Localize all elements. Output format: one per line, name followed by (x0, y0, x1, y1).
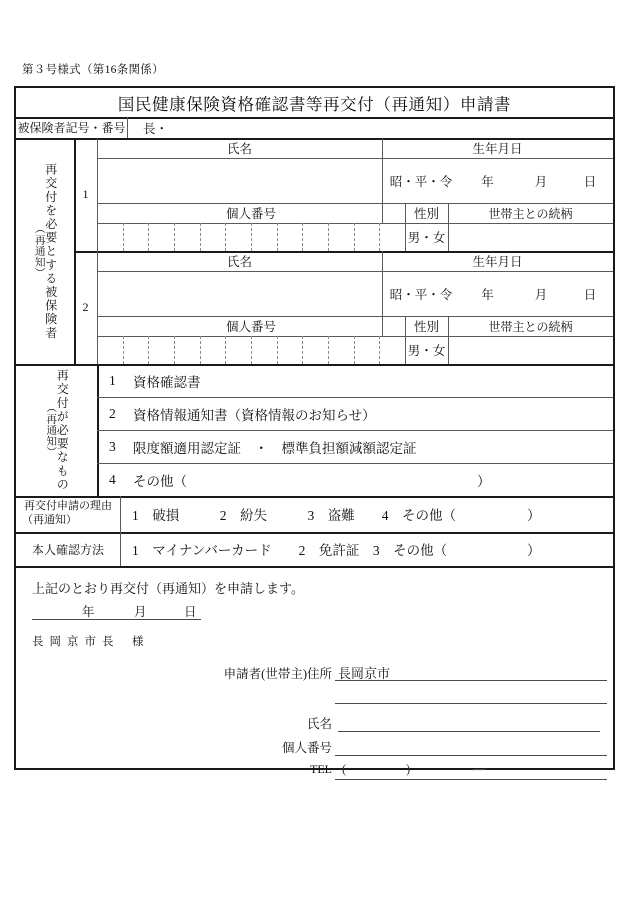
form-title: 国民健康保険資格確認書等再交付（再通知）申請書 (117, 94, 512, 114)
declaration-statement: 上記のとおり再交付（再通知）を申請します。 (32, 581, 304, 596)
identity-close-paren: ） (527, 543, 541, 558)
application-form-frame (14, 86, 615, 776)
my-number-cell-divider (302, 336, 303, 364)
declaration-date-year[interactable]: 年 (82, 605, 95, 619)
insured-section-label-main: 再交付を必要とする被保険者 (43, 162, 58, 340)
needed-item-2-num: 2 (109, 405, 116, 421)
reason-label-sub: （再通知） (22, 514, 77, 526)
my-number-cell-divider (123, 223, 124, 251)
needed-item-3-text: 限度額適用認定証 ・ 標準負担額減額認定証 (133, 440, 417, 456)
header-name-2: 氏名 (226, 255, 252, 269)
needed-item-1-num: 1 (109, 372, 116, 388)
insured-number-label: 被保険者記号・番号 (17, 121, 126, 135)
needed-item-2-text: 資格情報通知書（資格情報のお知らせ） (133, 407, 376, 423)
gender-options-1[interactable]: 男・女 (407, 231, 446, 245)
header-gender-1: 性別 (413, 207, 439, 221)
applicant-address-underline-2[interactable] (335, 703, 607, 704)
declaration-addressee: 長岡京市長 (32, 636, 120, 648)
divider-identity-bottom (16, 566, 613, 568)
gender-options-2[interactable]: 男・女 (407, 344, 446, 358)
header-my-number-1: 個人番号 (225, 207, 276, 221)
needed-item-1[interactable] (97, 364, 613, 397)
header-my-number-2: 個人番号 (225, 320, 276, 334)
my-number-cell-divider (148, 223, 149, 251)
declaration-date-day[interactable]: 日 (184, 605, 197, 619)
my-number-grid-2[interactable] (97, 336, 405, 364)
applicant-name-underline[interactable] (338, 731, 600, 732)
applicant-tel-underline[interactable] (335, 779, 607, 780)
applicant-address-label: 申請者(世帯主)住所 (223, 667, 332, 681)
applicant-address-underline-1[interactable] (335, 680, 607, 681)
my-number-cell-divider (379, 336, 380, 364)
identity-label: 本人確認方法 (31, 542, 104, 557)
header-name-1: 氏名 (226, 142, 252, 156)
my-number-cell-divider (354, 336, 355, 364)
form-number-label: 第３号様式（第16条関係） (22, 64, 164, 76)
declaration-date-underline (32, 619, 201, 620)
header-gender-2: 性別 (413, 320, 439, 334)
my-number-cell-divider (200, 336, 201, 364)
applicant-my-number-underline[interactable] (335, 755, 607, 756)
my-number-cell-divider (251, 223, 252, 251)
my-number-cell-divider (277, 223, 278, 251)
insured-row-index-2: 2 (82, 300, 89, 314)
applicant-address-value[interactable]: 長岡京市 (338, 666, 391, 681)
birth-month-2[interactable]: 月 (534, 287, 548, 302)
declaration-date-month[interactable]: 月 (134, 605, 147, 619)
birth-era-2[interactable]: 昭・平・令 (389, 287, 453, 302)
input-relation-2[interactable] (448, 336, 613, 364)
needed-item-1-text: 資格確認書 (133, 374, 201, 390)
my-number-cell-divider (174, 336, 175, 364)
birth-era-1[interactable]: 昭・平・令 (389, 174, 453, 189)
header-relation-1: 世帯主との続柄 (488, 206, 573, 221)
my-number-cell-divider (277, 336, 278, 364)
birth-month-1[interactable]: 月 (534, 174, 548, 189)
input-name-1[interactable] (97, 158, 382, 203)
my-number-cell-divider (225, 223, 226, 251)
insured-section-label-sub: （再通知） (33, 223, 45, 279)
identity-options[interactable] (120, 532, 613, 566)
input-relation-1[interactable] (448, 223, 613, 251)
needed-item-4-num: 4 (109, 471, 116, 487)
my-number-cell-divider (200, 223, 201, 251)
tel-open-paren: ( (342, 762, 347, 776)
my-number-cell-divider (225, 336, 226, 364)
my-number-cell-divider (148, 336, 149, 364)
header-birthdate-1: 生年月日 (472, 142, 523, 156)
needed-item-4[interactable] (97, 463, 613, 496)
input-name-2[interactable] (97, 271, 382, 316)
applicant-name-label: 氏名 (306, 717, 332, 731)
birth-year-1[interactable]: 年 (481, 174, 494, 189)
header-relation-2: 世帯主との続柄 (488, 319, 573, 334)
needed-items-label-main: 再交付が必要なもの (55, 368, 70, 492)
needed-items-vertical-label (16, 364, 97, 496)
header-birthdate-2: 生年月日 (472, 255, 523, 269)
applicant-my-number-label: 個人番号 (281, 741, 332, 755)
tel-dash: ― (473, 762, 486, 776)
needed-item-3-num: 3 (109, 438, 116, 454)
needed-item-3[interactable] (97, 430, 613, 463)
reason-close-paren: ） (527, 508, 541, 523)
my-number-cell-divider (123, 336, 124, 364)
needed-items-label-sub: （再通知） (45, 402, 57, 458)
needed-item-4-close-paren: ） (477, 473, 491, 489)
insured-row-index-1: 1 (82, 187, 89, 201)
reason-options[interactable] (120, 496, 613, 532)
my-number-cell-divider (354, 223, 355, 251)
needed-item-2[interactable] (97, 397, 613, 430)
my-number-cell-divider (328, 223, 329, 251)
needed-item-4-text: その他（ (133, 473, 187, 489)
reason-label-main: 再交付申請の理由 (24, 500, 112, 513)
reason-label (16, 496, 120, 532)
identity-options-text: 1 マイナンバーカード 2 免許証 3 その他（ (132, 543, 448, 558)
insured-number-value[interactable]: 長・ (143, 121, 169, 136)
my-number-cell-divider (174, 223, 175, 251)
birth-day-2[interactable]: 日 (583, 287, 597, 302)
my-number-cell-divider (328, 336, 329, 364)
my-number-cell-divider (302, 223, 303, 251)
my-number-cell-divider (379, 223, 380, 251)
tel-close-paren: ) (406, 762, 411, 776)
reason-options-text: 1 破損 2 紛失 3 盗難 4 その他（ (132, 508, 456, 523)
my-number-grid-1[interactable] (97, 223, 405, 251)
declaration-addressee-honorific: 様 (132, 636, 144, 648)
my-number-cell-divider (251, 336, 252, 364)
birth-day-1[interactable]: 日 (583, 174, 597, 189)
birth-year-2[interactable]: 年 (481, 287, 494, 302)
insured-section-vertical-label (16, 138, 74, 364)
applicant-tel-label: TEL (310, 762, 332, 776)
